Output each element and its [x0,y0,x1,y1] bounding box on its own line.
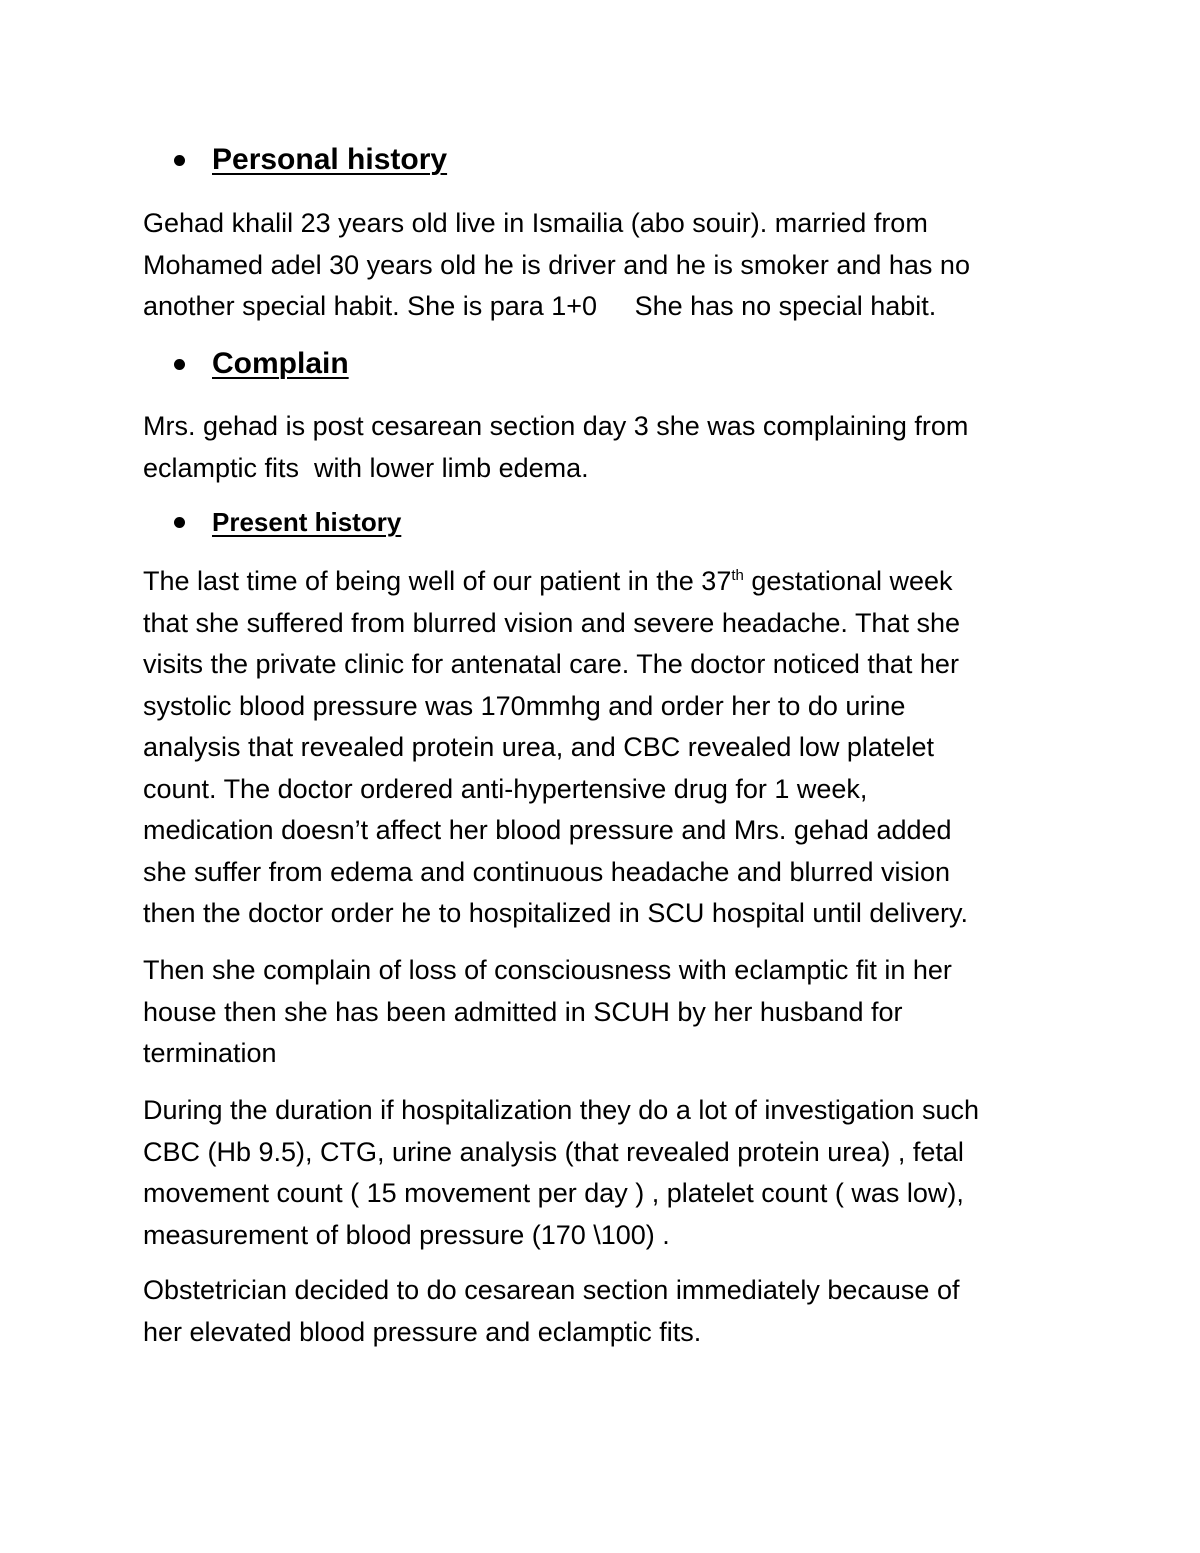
text-line: house then she has been admitted in SCUH by her husband for [143,996,903,1027]
text-line: eclamptic fits with lower limb edema. [143,452,589,483]
text-line: count. The doctor ordered anti-hypertensive drug for 1 week, [143,773,868,804]
heading-complain [174,347,349,381]
text-line [143,561,1083,603]
decision-paragraph [143,1270,1083,1353]
text-line: termination [143,1038,277,1068]
heading-text: Personal history [212,143,448,176]
heading-personal-history [174,143,447,177]
text-line: Mohamed adel 30 years old he is driver and he is smoker and has no [143,249,970,280]
text-line: Then she complain of loss of consciousness with eclamptic fit in her [143,955,952,985]
text-line: systolic blood pressure was 170mmhg and order her to do urine [143,690,906,721]
superscript: th [731,567,744,584]
heading-present-history [174,507,401,538]
bullet-icon [174,155,185,166]
text-line: that she suffered from blurred vision and severe headache. That she [143,607,961,638]
text-run: The last time of being well of our patient in the 37 [143,566,732,596]
text-run: gestational week [743,566,953,596]
text-line: measurement of blood pressure (170 \100) . [143,1219,670,1250]
text-line: her elevated blood pressure and eclamptic fits. [143,1316,702,1347]
text-line: visits the private clinic for antenatal care. The doctor noticed that her [143,649,959,679]
text-line: another special habit. She is para 1+0 She has no special habit. [143,291,937,321]
heading-text: Present history [212,507,402,537]
present-history-paragraph [143,561,1083,935]
text-line: she suffer from edema and continuous headache and blurred vision [143,856,951,887]
text-line: Obstetrician decided to do cesarean section immediately because of [143,1275,960,1305]
text-line: analysis that revealed protein urea, and CBC revealed low platelet [143,732,934,762]
complain-paragraph [143,406,1083,489]
heading-text: Complain [212,347,349,380]
text-line: CBC (Hb 9.5), CTG, urine analysis (that revealed protein urea) , fetal [143,1136,964,1167]
investigation-paragraph [143,1090,1083,1256]
bullet-icon [174,517,185,528]
text-line: medication doesn’t affect her blood pressure and Mrs. gehad added [143,815,952,845]
bullet-icon [174,359,185,370]
admission-paragraph [143,950,1083,1075]
text-line: Gehad khalil 23 years old live in Ismailia (abo souir). married from [143,208,928,238]
text-line: then the doctor order he to hospitalized in SCU hospital until delivery. [143,898,968,928]
text-line: During the duration if hospitalization they do a lot of investigation such [143,1095,980,1125]
text-line: Mrs. gehad is post cesarean section day 3 she was complaining from [143,411,969,441]
text-line: movement count ( 15 movement per day ) , platelet count ( was low), [143,1178,964,1208]
personal-history-paragraph [143,203,1083,328]
